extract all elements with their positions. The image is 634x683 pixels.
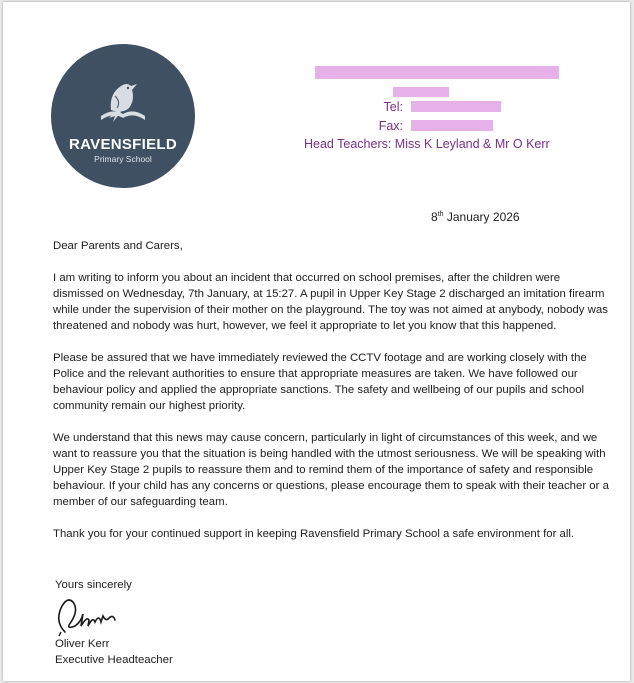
raven-icon [51,44,195,188]
salutation: Dear Parents and Carers, [53,240,183,252]
school-subtitle: Primary School [94,154,152,164]
date-day: 8 [431,210,438,224]
paragraph-assurance: Please be assured that we have immediately reviewed the CCTV footage and are working closely with the Police and the relevant authorities to ensure that appropriate measures are taken. We have followed our behaviour policy and applied the appropriate sanctions. The safety and wellbeing of our pupils and school community remain our highest priority. [53,352,587,412]
paragraph-thanks: Thank you for your continued support in keeping Ravensfield Primary School a safe environment for all. [53,528,575,540]
fax-label: Fax: [378,119,403,133]
signer-name: Oliver Kerr [55,638,110,650]
paragraph-incident: I am writing to inform you about an incident that occurred on school premises, after the children were dismissed on Wednesday, 7th January, at 15:27. A pupil in Upper Key Stage 2 discharged an imitation firearm while under the supervision of their mother on the playground. The toy was not aimed at anybody, nobody was threatened and nobody was hurt, however, we feel it appropriate to let you know that this happened. [53,272,608,332]
signoff: Yours sincerely [55,579,132,591]
letter-page [3,2,630,681]
school-name: RAVENSFIELD [68,136,178,153]
letter-date [431,210,520,224]
paragraph-concern: We understand that this news may cause concern, particularly in light of circumstances of this week, and we want to reassure you that the situation is being handled with the utmost seriousness. We will be speaking with Upper Key Stage 2 pupils to reassure them and to remind them of the importance of safety and responsible behaviour. If your child has any concerns or questions, please encourage them to speak with their teacher or a member of our safeguarding team. [53,432,609,508]
redacted-fax [411,120,493,131]
tel-label: Tel: [383,100,403,114]
school-logo [51,44,195,188]
date-rest: January 2026 [443,210,520,224]
redacted-tel [411,101,501,112]
date-suffix: th [437,211,444,218]
signature-image [51,592,141,638]
letter-body [53,238,613,558]
redacted-postcode [393,87,449,97]
signer-title: Executive Headteacher [55,654,173,666]
head-teachers: Head Teachers: Miss K Leyland & Mr O Kerr [304,137,550,151]
redacted-address [315,66,559,79]
